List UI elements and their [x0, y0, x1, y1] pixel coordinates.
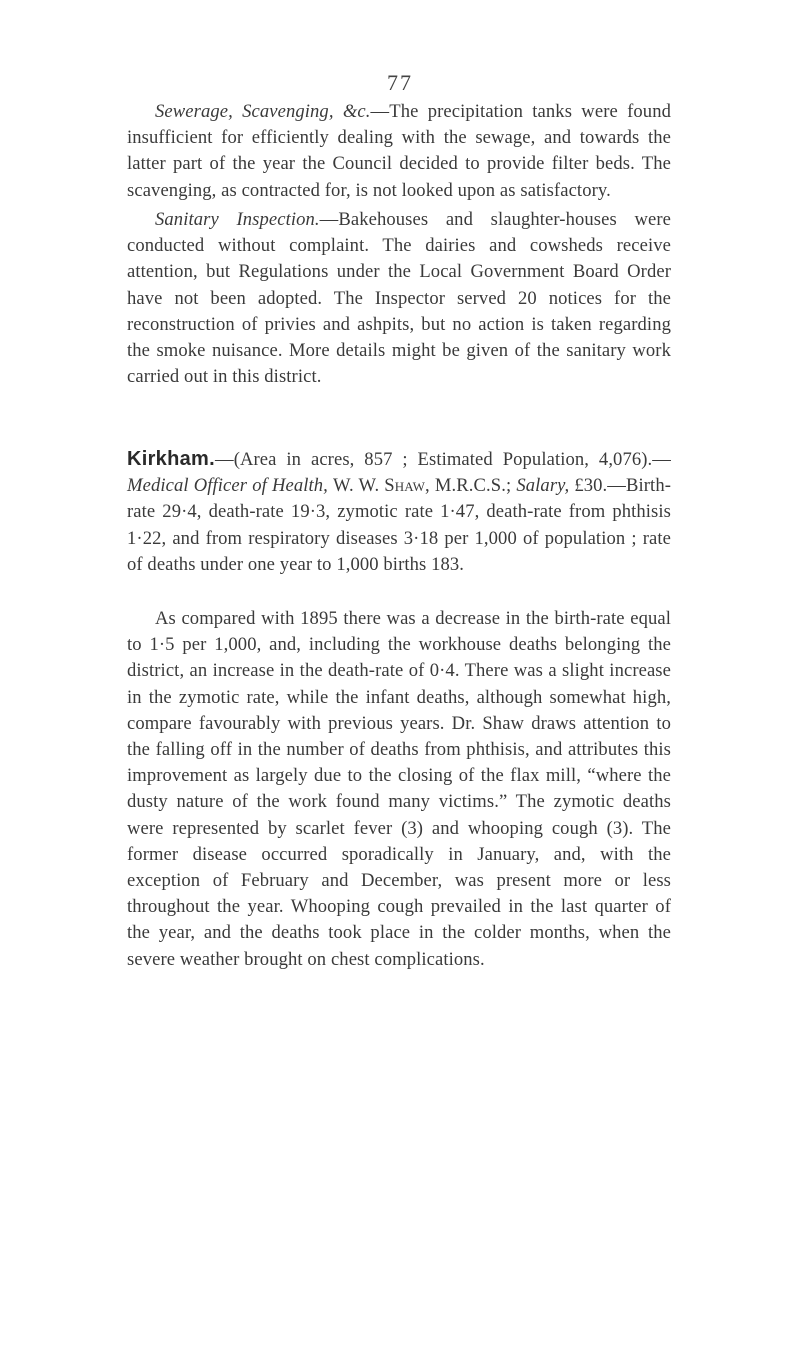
sanitary-dash: —	[319, 209, 339, 230]
sanitary-lead: Sanitary Inspection.	[155, 209, 320, 230]
sanitary-paragraph	[127, 207, 671, 390]
sewerage-body: The precipitation tanks were found insufficient for efficiently dealing with the sewage, and towards the latter part of the year the Council decided to provide filter beds. The scavenging, as contracted for, is not looked upon as satisfactory.	[127, 101, 672, 201]
kirkham-moh-name: W. W. Shaw,	[333, 475, 430, 497]
sewerage-dash: —	[370, 101, 390, 122]
kirkham-section	[127, 446, 671, 578]
kirkham-salary-label: Salary,	[516, 475, 570, 497]
kirkham-moh-label: Medical Officer of Health,	[127, 475, 328, 497]
kirkham-moh-degree: M.R.C.S.	[434, 475, 506, 497]
kirkham-heading: Kirkham.	[127, 448, 215, 470]
page-number: 77	[387, 70, 413, 95]
comparison-section	[127, 606, 671, 973]
sanitary-body: Bakehouses and slaughter-houses were conducted without complaint. The dairies and cowsheds receive attention, but Regulations under the Local Government Board Order have not been adopted. The Inspector served 20 notices for the reconstruction of privies and ashpits, but no action is taken regarding the smoke nuisance. More details might be given of the sanitary work carried out in this district.	[127, 209, 671, 388]
sewerage-lead: Sewerage, Scavenging, &c.	[155, 101, 371, 122]
kirkham-paragraph: Kirkham.—(Area in acres, 857 ; Estimated Population, 4,076).—Medical Officer of Health, W. W. Shaw, M.R.C.S.; Salary, £30.—Birth-rate 29·4, death-rate 19·3, zymotic rate 1·47, death-rate from phthisis 1·22, and from respiratory diseases 3·18 per 1,000 of population ; rate of deaths under one year to 1,000 births 183.	[127, 448, 672, 575]
comparison-paragraph: As compared with 1895 there was a decrease in the birth-rate equal to 1·5 per 1,000, and, including the workhouse deaths belonging the district, an increase in the death-rate of 0·4. There was a slight increase in the zymotic rate, while the infant deaths, although somewhat high, compare favourably with previous years. Dr. Shaw draws attention to the falling off in the number of deaths from phthisis, and attributes this improvement as largely due to the closing of the flax mill, “where the dusty nature of the work found many victims.” The zymotic deaths were represented by scarlet fever (3) and whooping cough (3). The former disease occurred sporadically in January, and, with the exception of February and December, was present more or less throughout the year. Whooping cough prevailed in the last quarter of the year, and the deaths took place in the colder months, when the severe weather brought on chest complications.	[127, 608, 671, 970]
sewerage-paragraph	[127, 99, 671, 204]
sewerage-section	[127, 99, 671, 204]
sanitary-inspection-section	[127, 207, 671, 390]
kirkham-stats: £30.—Birth-rate 29·4, death-rate 19·3, zymotic rate 1·47, death-rate from phthisis 1·22, and from respiratory diseases 3·18 per 1,000 of population ; rate of deaths under one year to 1,000 births 183.	[127, 475, 672, 575]
kirkham-intro: —(Area in acres, 857 ; Estimated Population, 4,076).—	[215, 449, 671, 470]
